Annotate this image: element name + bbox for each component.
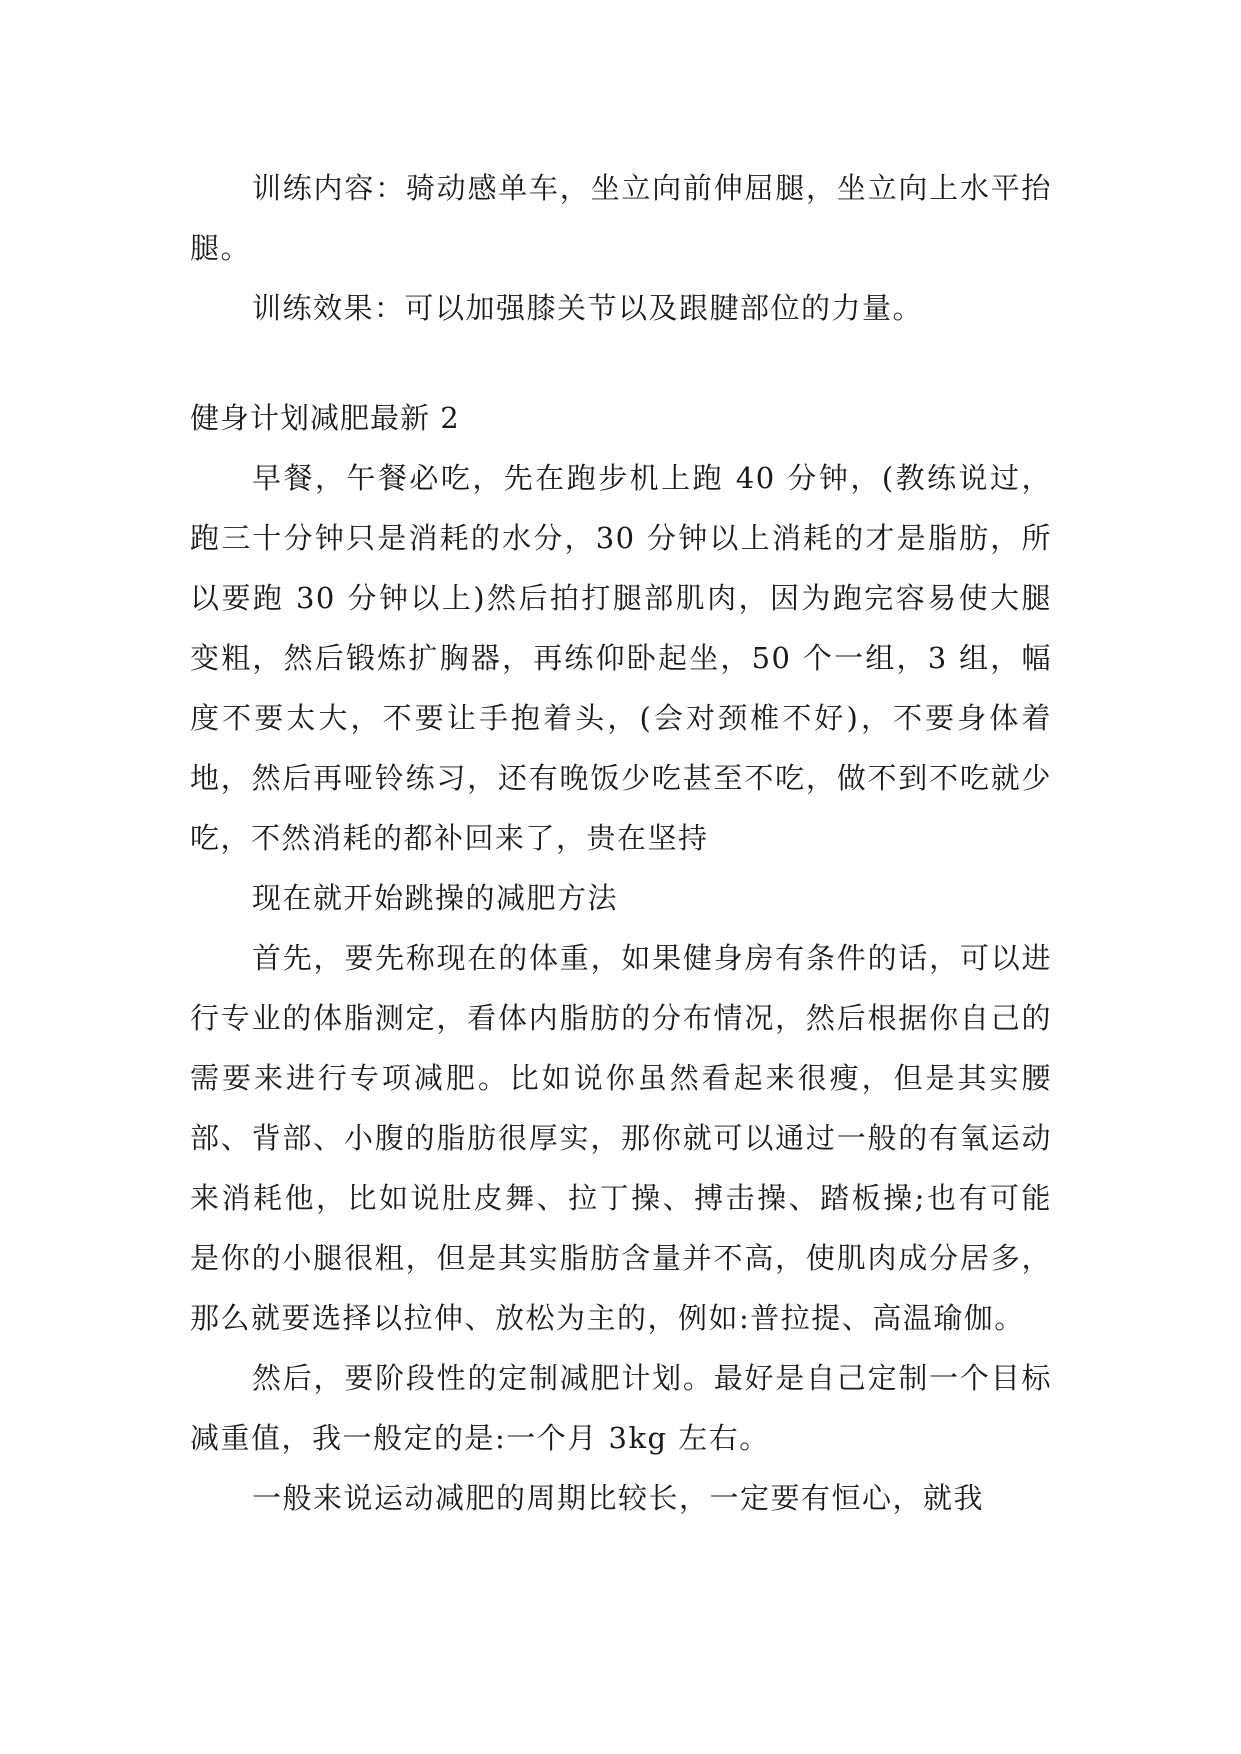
body-fat-paragraph: 首先，要先称现在的体重，如果健身房有条件的话，可以进行专业的体脂测定，看体内脂肪的分布情况，然后根据你自己的需要来进行专项减肥。比如说你虽然看起来很瘦，但是其实腰部、背部、小腹的脂肪很厚实，那你就可以通过一般的有氧运动来消耗他，比如说肚皮舞、拉丁操、搏击操、踏板操;也有可能是你的小腿很粗，但是其实脂肪含量并不高，使肌肉成分居多，那么就要选择以拉伸、放松为主的，例如:普拉提、高温瑜伽。: [190, 941, 1052, 1335]
training-content-paragraph: 训练内容：骑动感单车，坐立向前伸屈腿，坐立向上水平抬腿。: [190, 171, 1052, 265]
routine-paragraph: 早餐，午餐必吃，先在跑步机上跑 40 分钟，(教练说过，跑三十分钟只是消耗的水分，30 分钟以上消耗的才是脂肪，所以要跑 30 分钟以上)然后拍打腿部肌肉，因为跑完容易使大腿变粗，然后锻炼扩胸器，再练仰卧起坐，50 个一组，3 组，幅度不要太大，不要让手抱着头，(会对颈椎不好)，不要身体着地，然后再哑铃练习，还有晚饭少吃甚至不吃，做不到不吃就少吃，不然消耗的都补回来了，贵在坚持: [190, 461, 1052, 855]
training-effect-paragraph: 训练效果：可以加强膝关节以及跟腱部位的力量。: [252, 291, 924, 325]
section-heading: 健身计划减肥最新 2: [190, 401, 460, 435]
section-spacer: [190, 338, 1052, 388]
plan-paragraph: 然后，要阶段性的定制减肥计划。最好是自己定制一个目标减重值，我一般定的是:一个月 3kg 左右。: [190, 1361, 1052, 1455]
aerobics-method-subheading: 现在就开始跳操的减肥方法: [252, 881, 619, 915]
persistence-paragraph: 一般来说运动减肥的周期比较长，一定要有恒心，就我: [252, 1481, 985, 1515]
document-body: [190, 158, 1052, 1528]
